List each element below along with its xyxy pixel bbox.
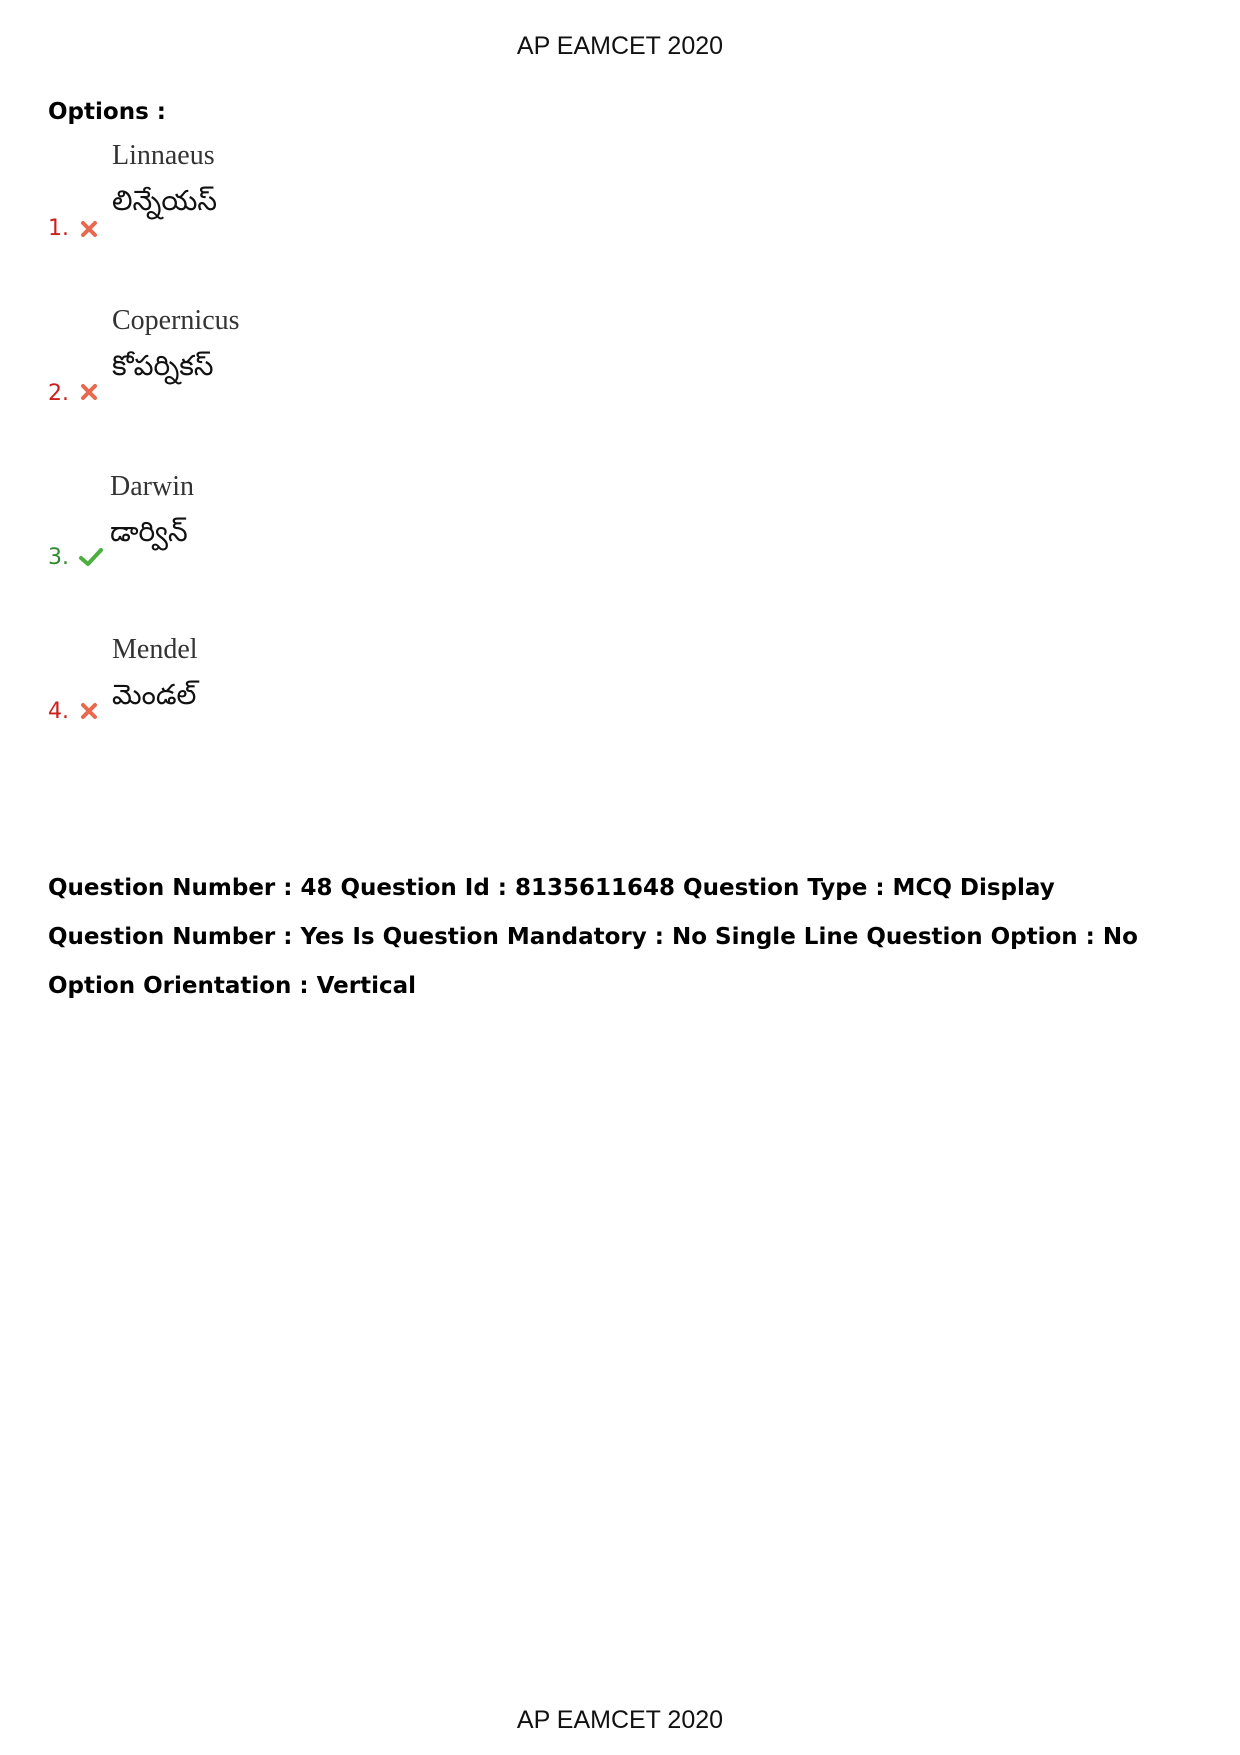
option-1-english: Linnaeus [112,140,215,171]
option-1-telugu: లిన్నేయస్ [112,184,218,217]
option-3-english: Darwin [110,471,194,502]
page-header: AP EAMCET 2020 [516,32,724,60]
check-icon [78,546,104,568]
option-1 [48,140,648,260]
cross-icon [78,381,100,403]
option-3-telugu: డార్విన్ [110,515,188,548]
option-4 [48,634,648,754]
option-4-number: 4. [48,699,69,724]
page-footer: AP EAMCET 2020 [516,1706,724,1734]
option-3 [48,471,648,591]
option-3-number: 3. [48,545,69,570]
cross-icon [78,700,100,722]
question-metadata: Question Number : 48 Question Id : 8135611648 Question Type : MCQ Display Question Number : Yes Is Question Mandatory : No Single Line Question Option : No Option Orientation : Vertical [48,875,1138,999]
option-4-telugu: మెండల్ [112,678,197,711]
option-2-telugu: కోపర్నికస్ [112,349,214,382]
option-2-english: Copernicus [112,305,240,336]
option-4-english: Mendel [112,634,198,665]
cross-icon [78,218,100,240]
option-1-number: 1. [48,216,69,241]
options-heading: Options : [48,99,166,125]
option-2 [48,305,648,425]
option-2-number: 2. [48,381,69,406]
